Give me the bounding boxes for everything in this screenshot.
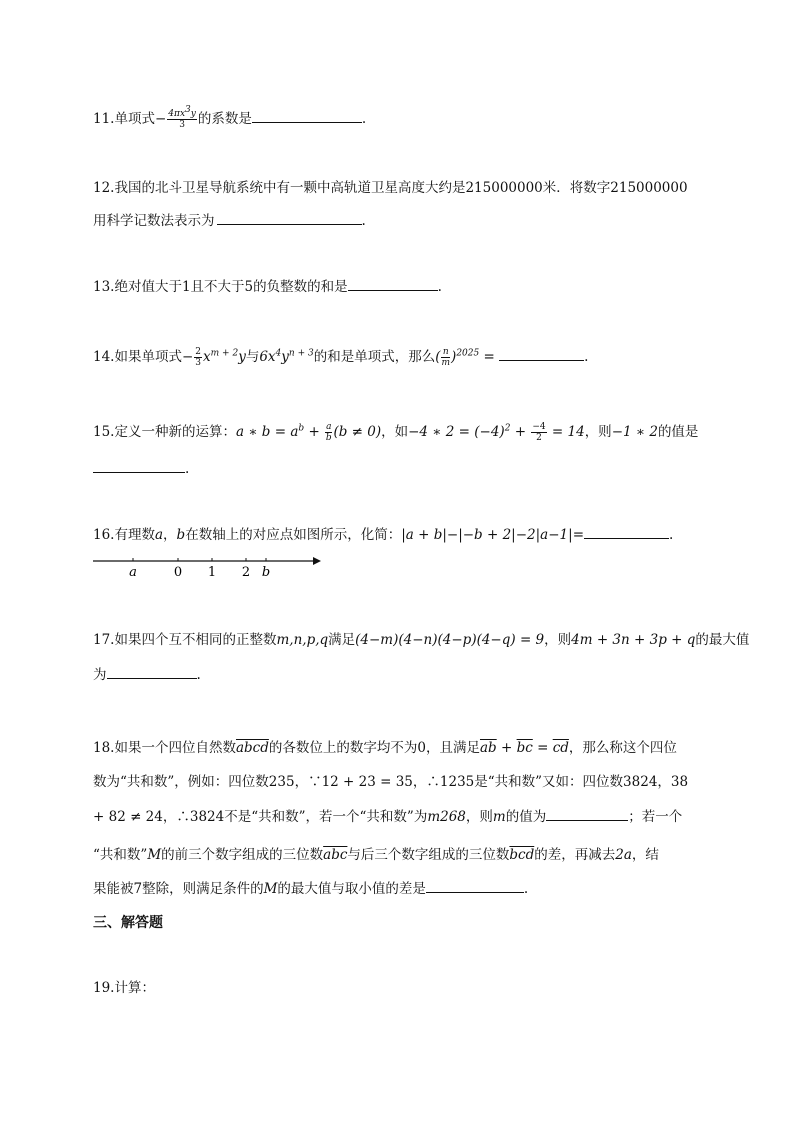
question-11: 11.单项式− $\frac{4\pi x^3y}{3}$ 的系数是 . bbox=[93, 105, 367, 130]
question-18-line3: + 82 ≠ 24，∴3824不是“共和数”，若一个“共和数”为m268，则m的值为 ；若一个 bbox=[93, 806, 682, 827]
question-18-line5: 果能被7整除，则满足条件的M的最大值与取小值的差是 . bbox=[93, 878, 528, 899]
answer-blank[interactable] bbox=[348, 276, 438, 291]
label-a: a bbox=[129, 565, 137, 580]
label-b: b bbox=[261, 565, 271, 580]
question-18-line4: “共和数”M的前三个数字组成的三位数$\overline{abc}$与后三个数字组成的三位数$\overline{bcd}$的差，再减去2a，结 bbox=[93, 847, 659, 863]
question-18: 18.如果一个四位自然数abcd的各数位上的数字均不为0，且满足$\overline{ab} + \overline{bc} = \overline{cd}$，那么称这个四位 bbox=[93, 740, 677, 756]
question-16: 16.有理数a，b在数轴上的对应点如图所示，化简：|a + b|−|−b + 2|−2|a−1|= . bbox=[93, 524, 673, 545]
q12-line1: 12.我国的北斗卫星导航系统中有一颗中高轨道卫星高度大约是215000000米．将数字215000000 bbox=[93, 180, 688, 196]
label-2: 2 bbox=[241, 565, 251, 580]
answer-blank[interactable] bbox=[217, 210, 362, 225]
answer-blank[interactable] bbox=[426, 878, 524, 893]
number-line bbox=[93, 552, 323, 582]
q12-line2: 用科学记数法表示为 bbox=[93, 213, 215, 229]
answer-blank[interactable] bbox=[584, 524, 669, 539]
question-18-line2: 数为“共和数”，例如：四位数235，∵12 + 23 = 35，∴1235是“共和数”又如：四位数3824，38 bbox=[93, 774, 689, 790]
question-14: 14.如果单项式− $\frac{2}{3}$ $x^{m + 2}y$与$6x^4y^{n + 3}$的和是单项式，那么( $\frac{n}{m}$ )$^{2025}$ = . bbox=[93, 347, 589, 368]
question-17: 17.如果四个互不相同的正整数m,n,p,q满足(4−m)(4−n)(4−p)(4−q) = 9，则4m + 3n + 3p + q的最大值 bbox=[93, 632, 750, 648]
arrow-head bbox=[313, 557, 321, 565]
answer-blank[interactable] bbox=[252, 108, 362, 123]
q13-text: 13.绝对值大于1且不大于5的负整数的和是 bbox=[93, 279, 348, 295]
question-17-line2: 为 . bbox=[93, 664, 201, 685]
question-12 bbox=[93, 178, 688, 198]
question-12-line2: 用科学记数法表示为 . bbox=[93, 210, 366, 231]
question-15: 15.定义一种新的运算：a ∗ $b = a^b$ + $\frac{a}{b}$ (b ≠ 0)，如−4 ∗ $2 = (-4)^2$ + $\frac{-4}{2}$ = 14，则−1 ∗ 2的值是 bbox=[93, 422, 699, 443]
question-19: 19.计算： bbox=[93, 980, 155, 996]
answer-blank[interactable] bbox=[499, 346, 584, 361]
section-title: 三、解答题 bbox=[93, 915, 163, 931]
question-15-line2: . bbox=[93, 458, 189, 479]
label-0: 0 bbox=[173, 565, 183, 580]
question-13: 13.绝对值大于1且不大于5的负整数的和是 . bbox=[93, 276, 442, 297]
answer-blank[interactable] bbox=[107, 664, 197, 679]
label-1: 1 bbox=[207, 565, 217, 580]
answer-blank[interactable] bbox=[93, 458, 185, 473]
answer-blank[interactable] bbox=[546, 806, 628, 821]
q11-prefix: 11.单项式 bbox=[93, 111, 155, 127]
q11-suffix: 的系数是 bbox=[197, 111, 252, 127]
